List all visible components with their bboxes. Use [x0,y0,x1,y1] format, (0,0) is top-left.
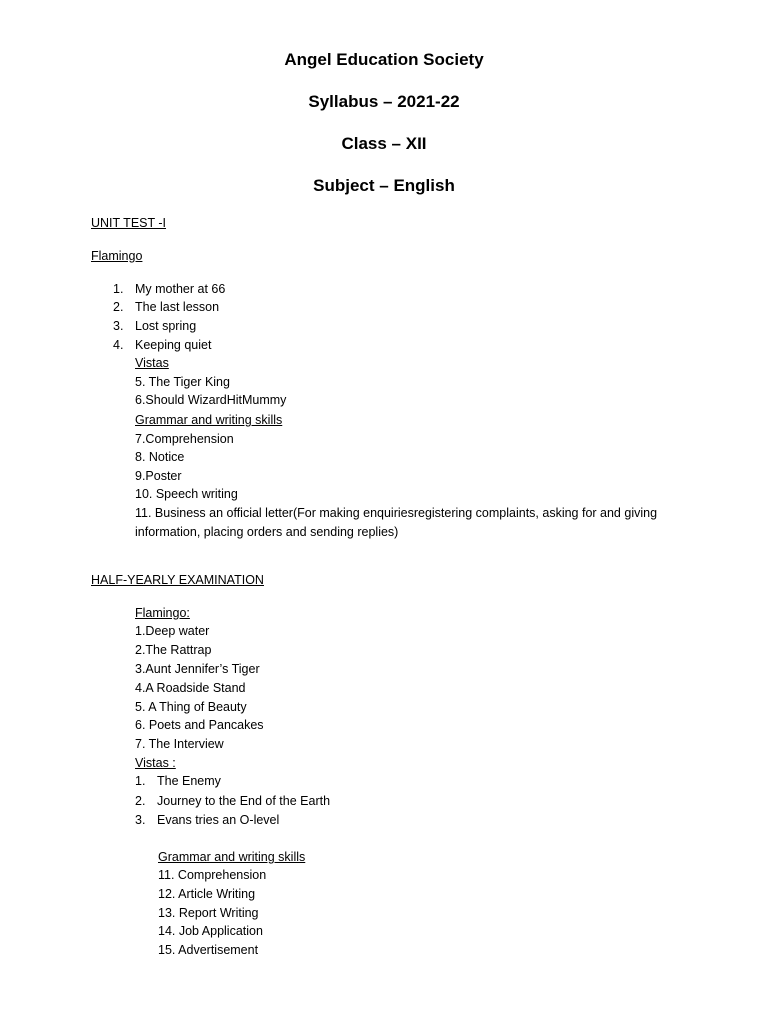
list-item: 3. Lost spring [113,319,197,333]
list-item: 11. Comprehension [158,868,267,882]
hy-vistas-heading: Vistas : [135,756,176,770]
list-item: 7.Comprehension [135,432,234,446]
unit-test-heading: UNIT TEST -I [91,216,167,230]
list-item: 15. Advertisement [158,943,259,957]
list-item: 6.Should WizardHitMummy [135,393,287,407]
list-item: 2. The last lesson [113,300,220,314]
hy-flamingo-heading: Flamingo: [135,606,190,620]
hy-grammar-heading: Grammar and writing skills [158,850,306,864]
org-title: Angel Education Society [284,50,484,69]
list-item: 4.A Roadside Stand [135,681,246,695]
class-title: Class – XII [341,134,427,153]
list-item: 1. The Enemy [135,774,221,788]
list-item: 2. Journey to the End of the Earth [135,794,331,808]
unit-grammar-heading: Grammar and writing skills [135,413,283,427]
list-item: 2.The Rattrap [135,643,212,657]
list-item: 10. Speech writing [135,487,238,501]
list-item: 8. Notice [135,450,185,464]
list-item: 1.Deep water [135,624,210,638]
list-item: 5. A Thing of Beauty [135,700,247,714]
list-item: 7. The Interview [135,737,224,751]
list-item: 9.Poster [135,469,182,483]
list-item: 4. Keeping quiet [113,338,212,352]
list-item: 5. The Tiger King [135,375,230,389]
unit-vistas-heading: Vistas [135,356,169,370]
half-yearly-heading: HALF-YEARLY EXAMINATION [91,573,264,587]
list-item: 3.Aunt Jennifer’s Tiger [135,662,260,676]
subject-title: Subject – English [313,176,455,195]
business-letter-item: 11. Business an official letter(For making enquiriesregistering complaints, asking for and giving information, placing orders and sending replies) [135,506,658,539]
list-item: 1. My mother at 66 [113,282,226,296]
list-item: 14. Job Application [158,924,263,938]
list-item: 13. Report Writing [158,906,259,920]
list-item: 3. Evans tries an O-level [135,813,280,827]
unit-flamingo-heading: Flamingo [91,249,143,263]
syllabus-title: Syllabus – 2021-22 [308,92,460,111]
list-item: 6. Poets and Pancakes [135,718,264,732]
list-item: 12. Article Writing [158,887,256,901]
